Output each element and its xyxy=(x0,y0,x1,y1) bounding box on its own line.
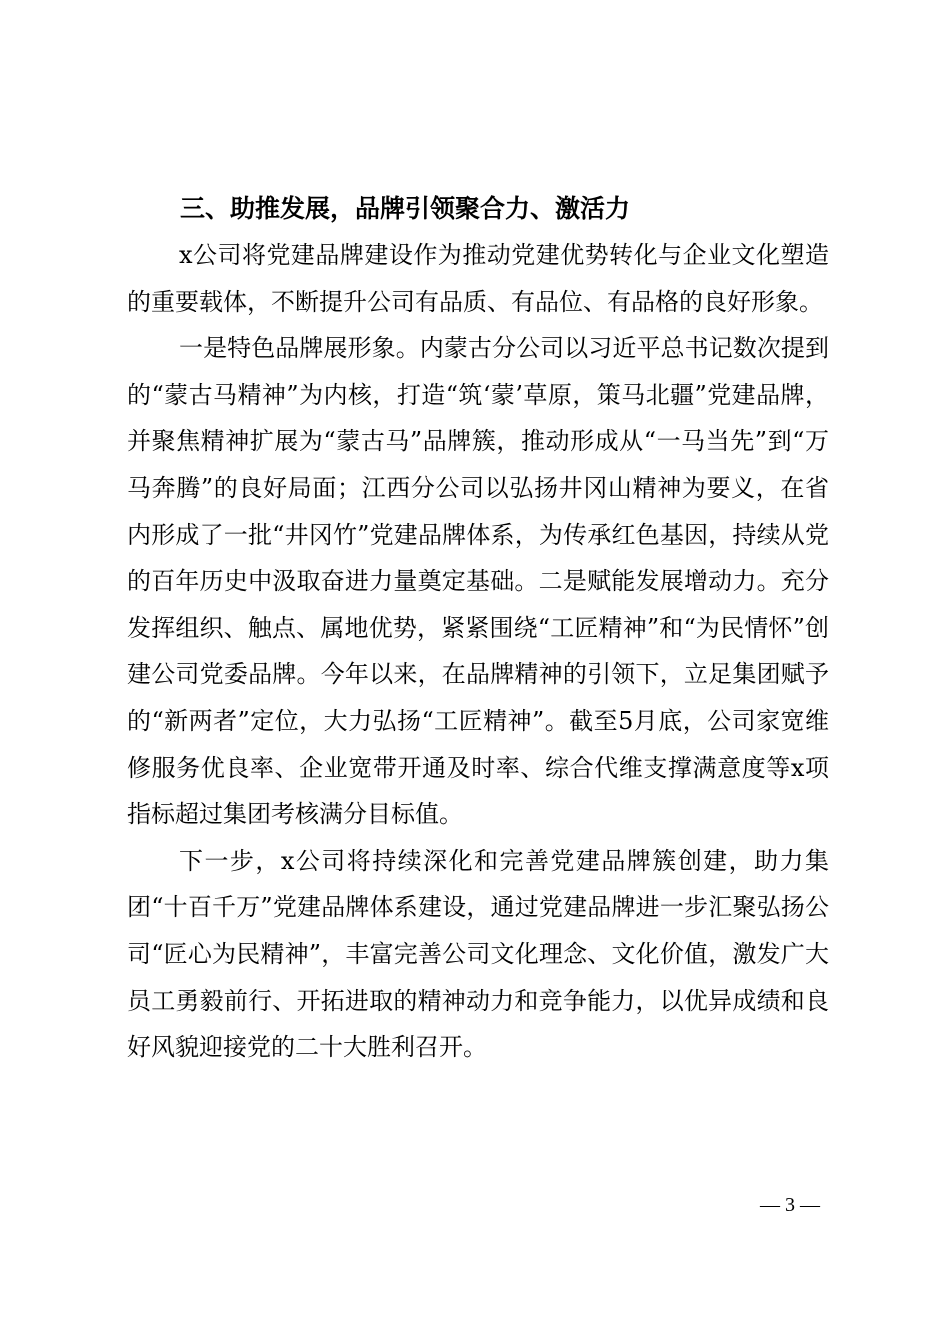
page-number: — 3 — xyxy=(760,1194,820,1216)
paragraph-intro: x公司将党建品牌建设作为推动党建优势转化与企业文化塑造的重要载体，不断提升公司有品质、有品位、有品格的良好形象。 xyxy=(127,241,829,316)
paragraph-brand-details: 一是特色品牌展形象。内蒙古分公司以习近平总书记数次提到的“蒙古马精神”为内核，打造“筑‘蒙’草原，策马北疆”党建品牌，并聚焦精神扩展为“蒙古马”品牌簇，推动形成从“一马当先”到“万马奔腾”的良好局面；江西分公司以弘扬井冈山精神为要义，在省内形成了一批“井冈竹”党建品牌体系，为传承红色基因，持续从党的百年历史中汲取奋进力量奠定基础。二是赋能发展增动力。充分发挥组织、触点、属地优势，紧紧围绕“工匠精神”和“为民情怀”创建公司党委品牌。今年以来，在品牌精神的引领下，立足集团赋予的“新两者”定位，大力弘扬“工匠精神”。截至5月底，公司家宽维修服务优良率、企业宽带开通及时率、综合代维支撑满意度等x项指标超过集团考核满分目标值。 xyxy=(127,334,829,829)
document-body xyxy=(127,232,829,1071)
section-heading: 三、助推发展，品牌引领聚合力、激活力 xyxy=(180,194,631,223)
paragraph-next-steps: 下一步，x公司将持续深化和完善党建品牌簇创建，助力集团“十百千万”党建品牌体系建设，通过党建品牌进一步汇聚弘扬公司“匠心为民精神”，丰富完善公司文化理念、文化价值，激发广大员工勇毅前行、开拓进取的精神动力和竞争能力，以优异成绩和良好风貌迎接党的二十大胜利召开。 xyxy=(127,846,829,1062)
